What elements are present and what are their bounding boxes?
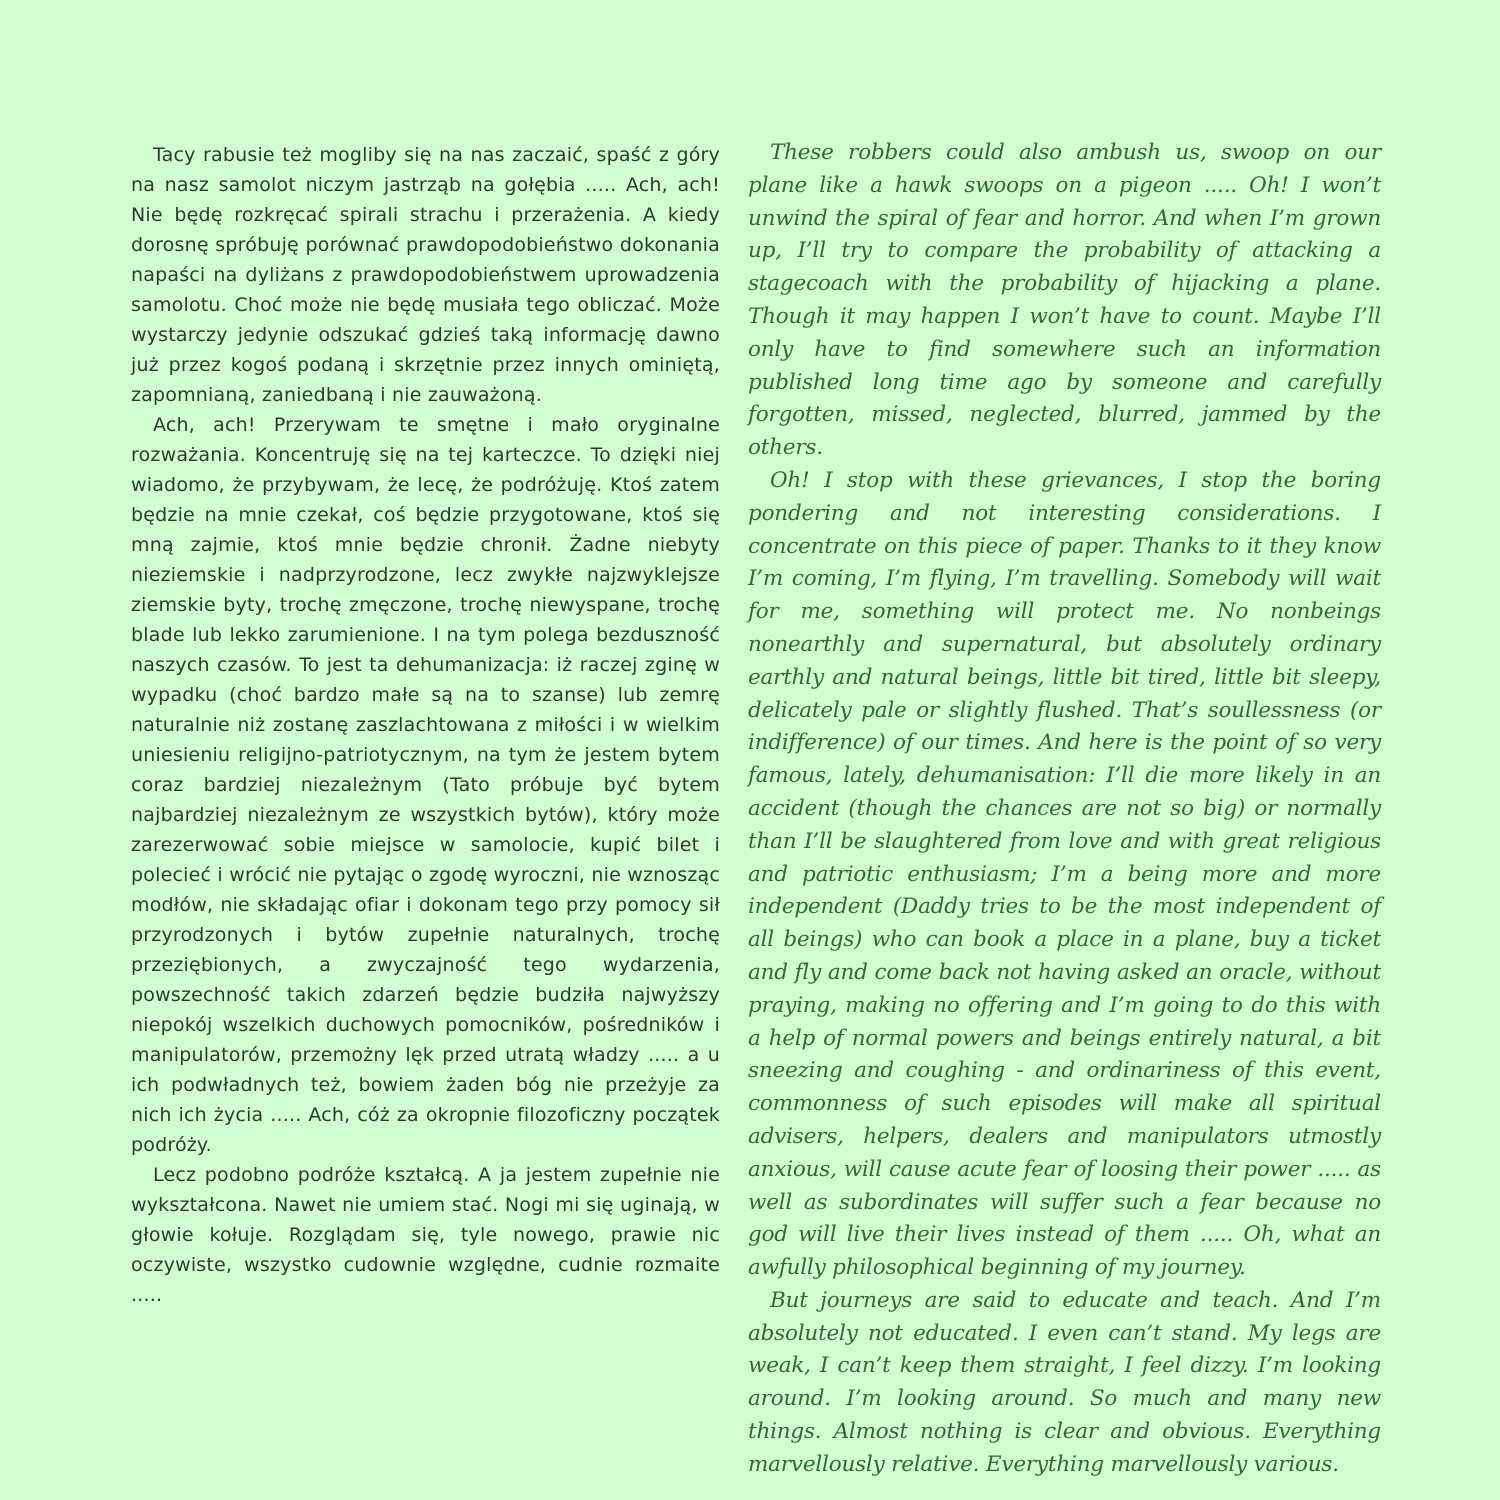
english-paragraph: But journeys are said to educate and teach. And I’m absolutely not educated. I even can’t stand. My legs are weak, I can’t keep them straight, I feel dizzy. I’m looking around. I’m looking around. So much and many new things. Almost nothing is clear and obvious. Everything marvellously relative. Everything marvellously various. — [748, 1287, 1381, 1477]
english-paragraph: These robbers could also ambush us, swoop on our plane like a hawk swoops on a pigeon ..... Oh! I won’t unwind the spiral of fear and horror. And when I’m grown up, I’ll try to compare the probability of attacking a stagecoach with the probability of hijacking a plane. Though it may happen I won’t have to count. Maybe I’ll only have to find somewhere such an information published long time ago by someone and carefully forgotten, missed, neglected, blurred, jammed by the others. — [748, 140, 1381, 461]
english-text-column — [748, 137, 1381, 1482]
polish-text-column — [131, 140, 720, 1310]
english-paragraph: Oh! I stop with these grievances, I stop the boring pondering and not interesting considerations. I concentrate on this piece of paper. Thanks to it they know I’m coming, I’m flying, I’m travelling. Somebody will wait for me, something will protect me. No nonbeings nonearthly and supernatural, but absolutely ordinary earthly and natural beings, little bit tired, little bit sleepy, delicately pale or slightly flushed. That’s soullessness (or indifference) of our times. And here is the point of so very famous, lately, dehumanisation: I’ll die more likely in an accident (though the chances are not so big) or normally than I’ll be slaughtered from love and with great religious and patriotic enthusiasm; I’m a being more and more independent (Daddy tries to be the most independent of all beings) who can book a place in a plane, buy a ticket and fly and come back not having asked an oracle, without praying, making no offering and I’m going to do this with a help of normal powers and beings entirely natural, a bit sneezing and coughing - and ordinariness of this event, commonness of such episodes will make all spiritual advisers, helpers, dealers and manipulators utmostly anxious, will cause acute fear of loosing their power ..... as well as subordinates will suffer such a fear because no god will live their lives instead of them ..... Oh, what an awfully philosophical beginning of my journey. — [748, 467, 1381, 1281]
polish-paragraph: Lecz podobno podróże kształcą. A ja jestem zupełnie nie wykształcona. Nawet nie umiem stać. Nogi mi się uginają, w głowie kołuje. Rozglądam się, tyle nowego, prawie nic oczywiste, wszystko cudownie względne, cudnie rozmaite ..... — [131, 1164, 720, 1306]
polish-paragraph: Tacy rabusie też mogliby się na nas zaczaić, spaść z góry na nasz samolot niczym jastrząb na gołębia ..... Ach, ach! Nie będę rozkręcać spirali strachu i przerażenia. A kiedy dorosnę spróbuję porównać prawdopodobieństwo dokonania napaści na dyliżans z prawdopodobieństwem uprowadzenia samolotu. Choć może nie będę musiała tego obliczać. Może wystarczy jedynie odszukać gdzieś taką informację dawno już przez kogoś podaną i skrzętnie przez innych ominiętą, zapomnianą, zaniedbaną i nie zauważoną. — [131, 144, 720, 406]
polish-paragraph: Ach, ach! Przerywam te smętne i mało oryginalne rozważania. Koncentruję się na tej karteczce. To dzięki niej wiadomo, że przybywam, że lecę, że podróżuję. Ktoś zatem będzie na mnie czekał, coś będzie przygotowane, ktoś się mną zajmie, ktoś mnie będzie chronił. Żadne niebyty nieziemskie i nadprzyrodzone, lecz zwykłe najzwyklejsze ziemskie byty, trochę zmęczone, trochę niewyspane, trochę blade lub lekko zarumienione. I na tym polega bezduszność naszych czasów. To jest ta dehumanizacja: iż raczej zginę w wypadku (choć bardzo małe są na to szanse) lub zemrę naturalnie niż zostanę zaszlachtowana z miłości i w wielkim uniesieniu religijno-patriotycznym, na tym że jestem bytem coraz bardziej niezależnym (Tato próbuje być bytem najbardziej niezależnym ze wszystkich bytów), który może zarezerwować sobie miejsce w samolocie, kupić bilet i polecieć i wrócić nie pytając o zgodę wyroczni, nie wznosząc modłów, nie składając ofiar i dokonam tego przy pomocy sił przyrodzonych i bytów zupełnie naturalnych, trochę przeziębionych, a zwyczajność tego wydarzenia, powszechność takich zdarzeń będzie budziła najwyższy niepokój wszelkich duchowych pomocników, pośredników i manipulatorów, przemożny lęk przed utratą władzy ..... a u ich podwładnych też, bowiem żaden bóg nie przeżyje za nich ich życia ..... Ach, cóż za okropnie filozoficzny początek podróży. — [131, 414, 720, 1156]
